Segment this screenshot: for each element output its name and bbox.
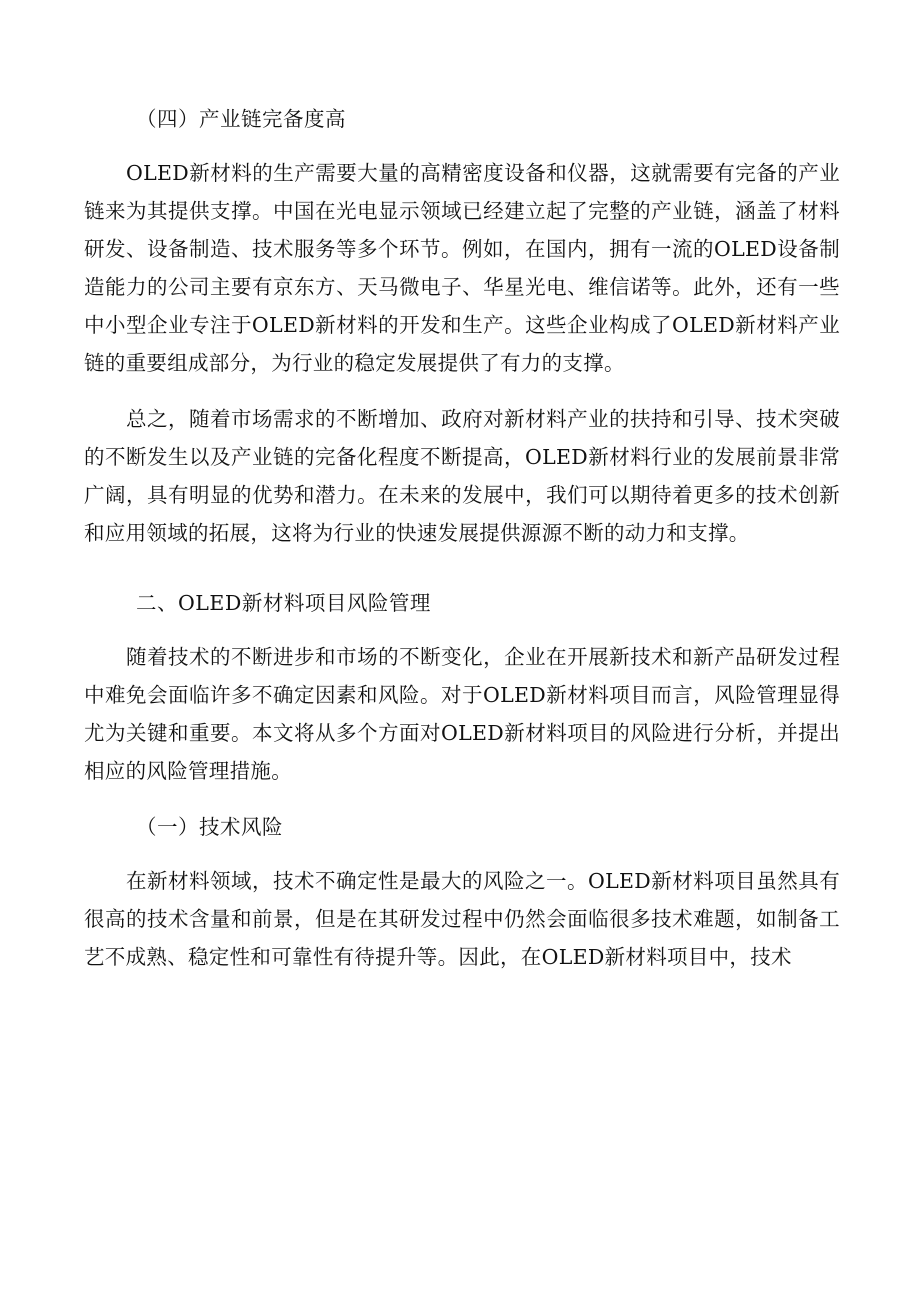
spacer bbox=[84, 622, 840, 638]
spacer bbox=[84, 790, 840, 808]
spacer bbox=[84, 846, 840, 862]
heading-4-industry-chain: （四）产业链完备度高 bbox=[136, 107, 346, 131]
paragraph-risk-intro: 随着技术的不断进步和市场的不断变化，企业在开展新技术和新产品研发过程中难免会面临许多不确定因素和风险。对于OLED新材料项目而言，风险管理显得尤为关键和重要。本文将从多个方面对OLED新材料项目的风险进行分析，并提出相应的风险管理措施。 bbox=[84, 645, 840, 783]
heading-1-technical-risk: （一）技术风险 bbox=[136, 815, 283, 839]
paragraph-industry-chain: OLED新材料的生产需要大量的高精密度设备和仪器，这就需要有完备的产业链来为其提供支撑。中国在光电显示领域已经建立起了完整的产业链，涵盖了材料研发、设备制造、技术服务等多个环节。例如，在国内，拥有一流的OLED设备制造能力的公司主要有京东方、天马微电子、华星光电、维信诺等。此外，还有一些中小型企业专注于OLED新材料的开发和生产。这些企业构成了OLED新材料产业链的重要组成部分，为行业的稳定发展提供了有力的支撑。 bbox=[84, 161, 840, 375]
spacer bbox=[84, 138, 840, 154]
paragraph-summary: 总之，随着市场需求的不断增加、政府对新材料产业的扶持和引导、技术突破的不断发生以及产业链的完备化程度不断提高，OLED新材料行业的发展前景非常广阔，具有明显的优势和潜力。在未来的发展中，我们可以期待着更多的技术创新和应用领域的拓展，这将为行业的快速发展提供源源不断的动力和支撑。 bbox=[84, 407, 840, 545]
heading-2-risk-management: 二、OLED新材料项目风险管理 bbox=[136, 591, 431, 615]
paragraph-technical-risk: 在新材料领域，技术不确定性是最大的风险之一。OLED新材料项目虽然具有很高的技术含量和前景，但是在其研发过程中仍然会面临很多技术难题，如制备工艺不成熟、稳定性和可靠性有待提升等。因此，在OLED新材料项目中，技术 bbox=[84, 869, 840, 969]
document-page bbox=[84, 100, 840, 976]
spacer bbox=[84, 552, 840, 584]
spacer bbox=[84, 382, 840, 400]
